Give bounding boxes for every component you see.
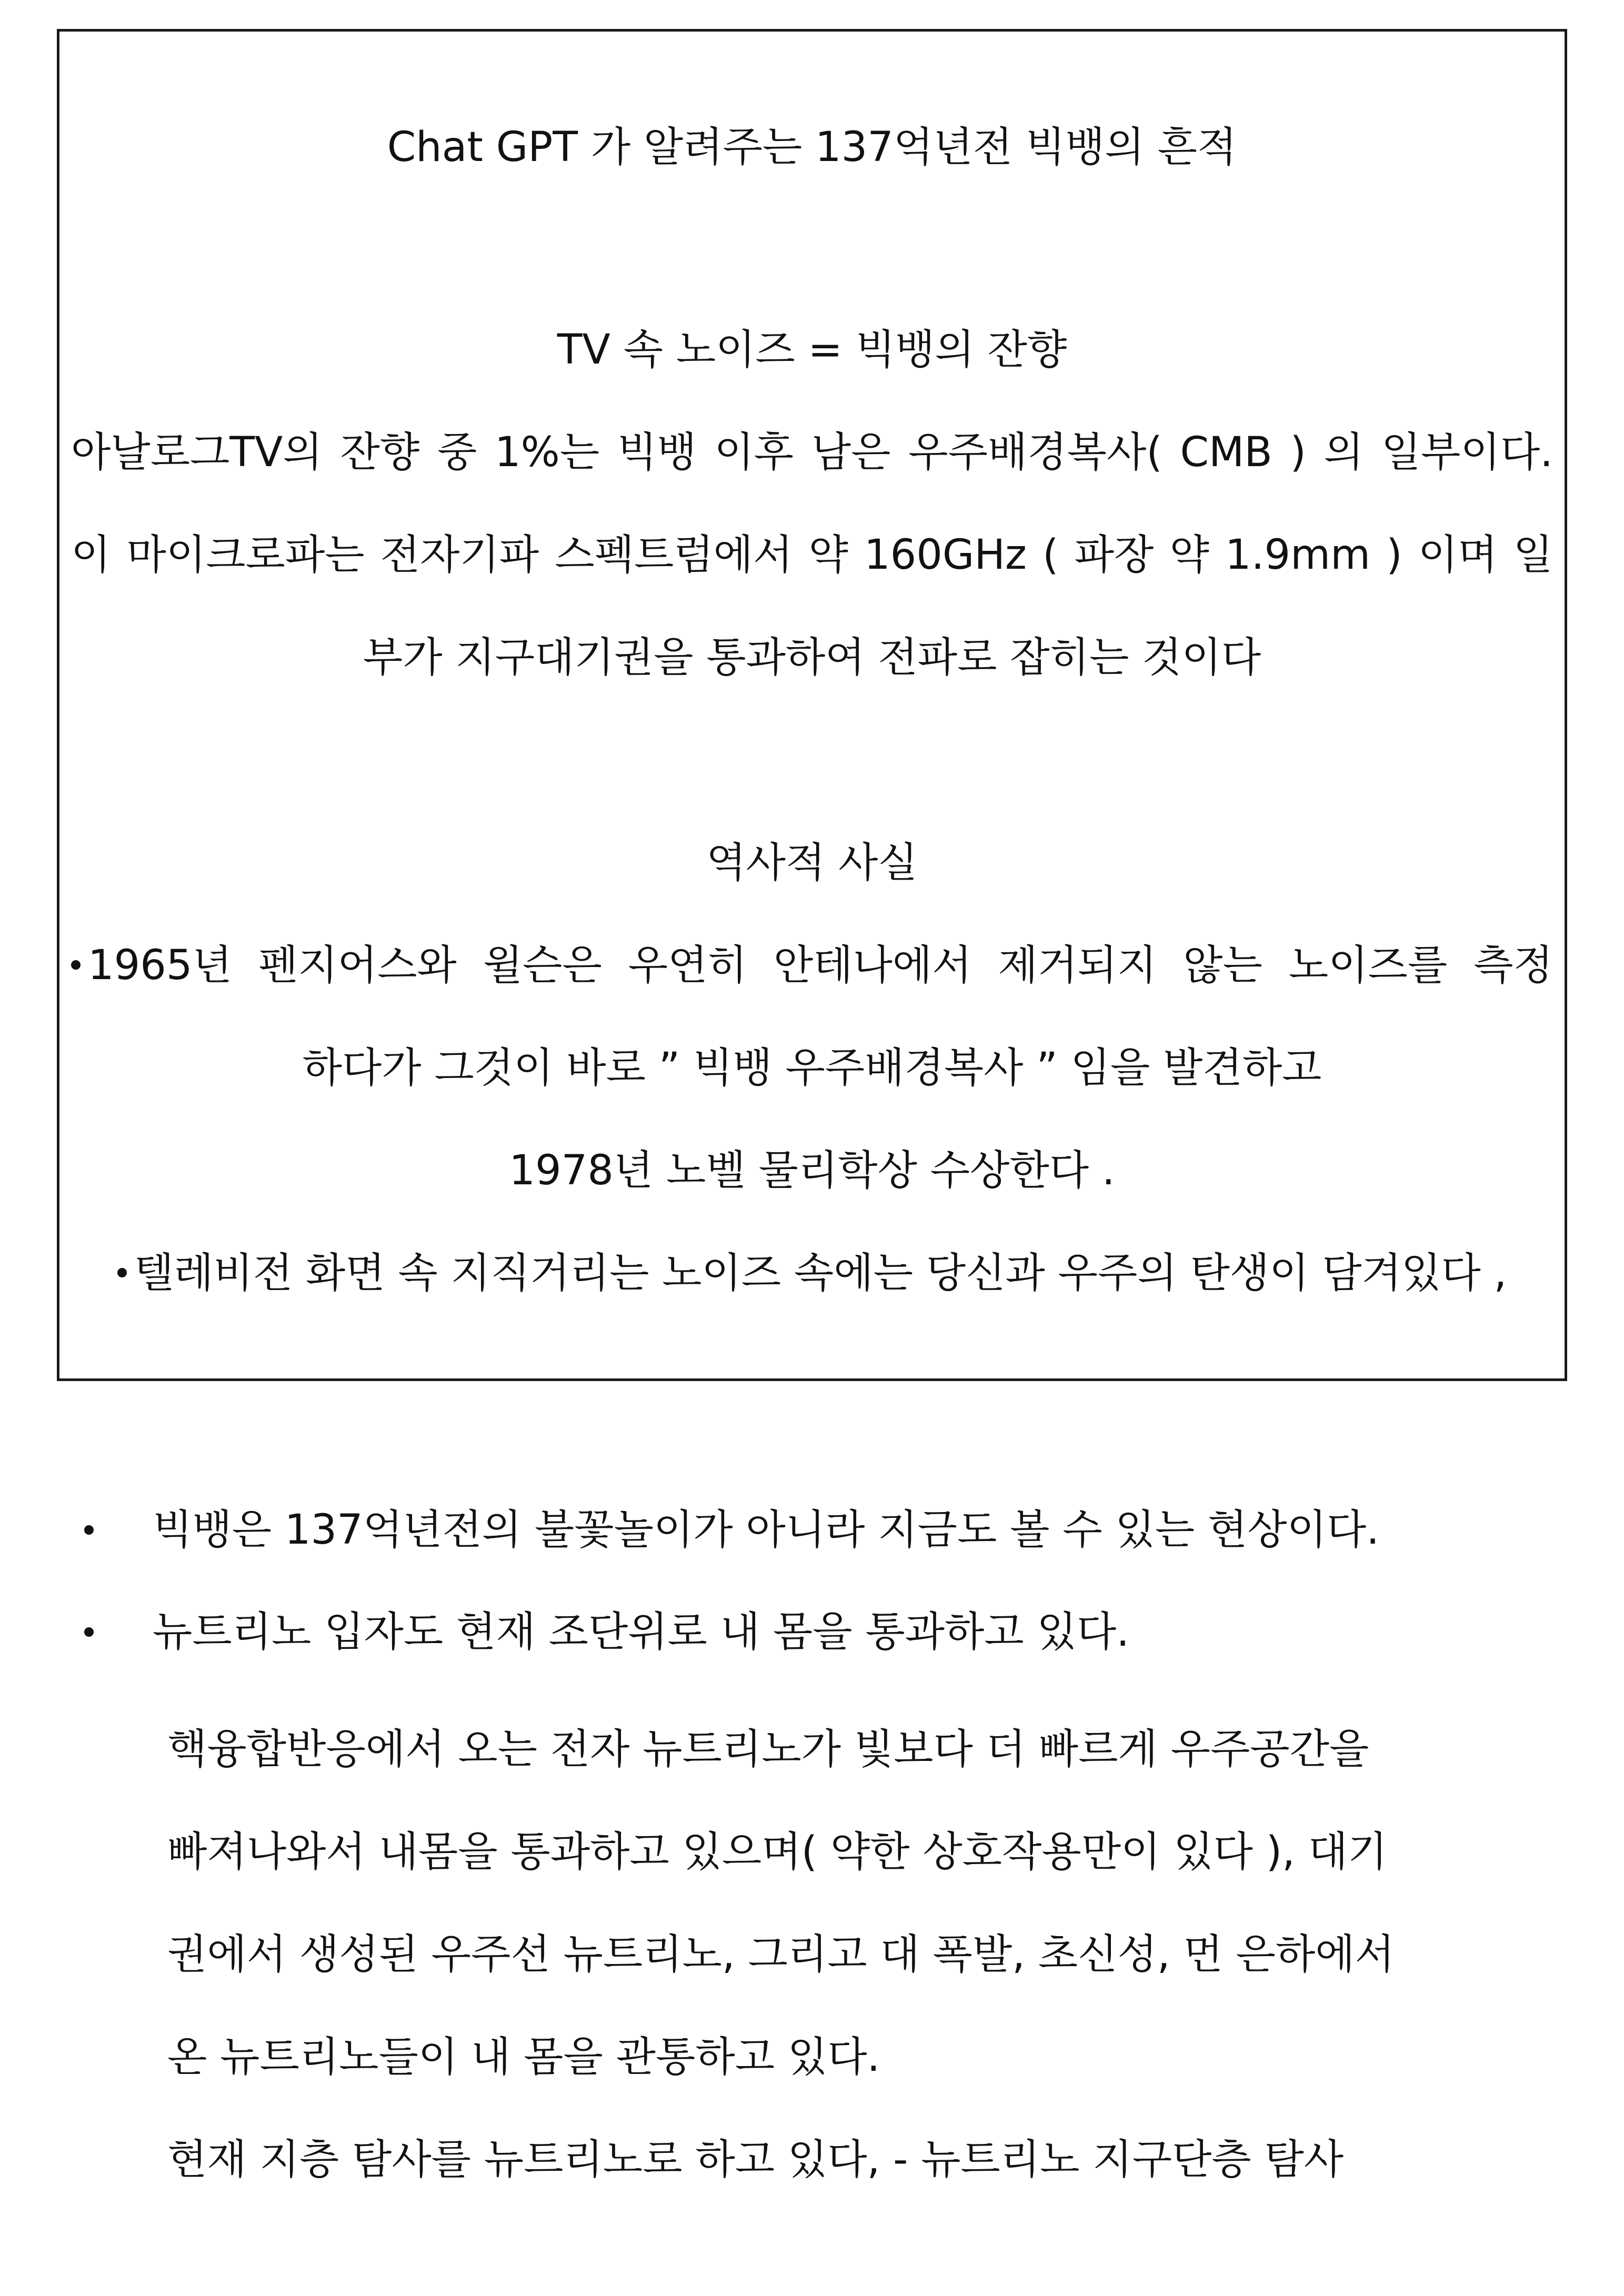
bullet-icon bbox=[117, 1268, 127, 1277]
info-box bbox=[57, 29, 1567, 1381]
paragraph-line: 핵융합반응에서 오는 전자 뉴트리노가 빛보다 더 빠르게 우주공간을 bbox=[167, 1726, 1369, 1773]
history-bullet-1-line-1: 1965년 펜지어스와 윌슨은 우연히 안테나에서 제거되지 않는 노이즈를 측정 bbox=[59, 939, 1565, 992]
history-heading: 역사적 사실 bbox=[706, 839, 918, 887]
history-bullet-1-line-2: 하다가 그것이 바로 ” 빅뱅 우주배경복사 ” 임을 발견하고 bbox=[302, 1044, 1322, 1092]
paragraph-line: 빠져나와서 내몸을 통과하고 있으며( 약한 상호작용만이 있다 ), 대기 bbox=[167, 1828, 1388, 1876]
history-bullet-2: 텔레비전 화면 속 지직거리는 노이즈 속에는 당신과 우주의 탄생이 담겨있다 , bbox=[59, 1247, 1565, 1300]
box-title: Chat GPT 가 알려주는 137억년전 빅뱅의 흔적 bbox=[387, 124, 1237, 171]
bullet-icon bbox=[84, 1627, 94, 1637]
paragraph-line: 온 뉴트리노들이 내 몸을 관통하고 있다. bbox=[167, 2033, 880, 2081]
box-subtitle: TV 속 노이즈 = 빅뱅의 잔향 bbox=[557, 326, 1067, 374]
bullet-icon bbox=[71, 960, 81, 970]
paragraph-line: 현재 지층 탐사를 뉴트리노로 하고 있다, - 뉴트리노 지구단층 탐사 bbox=[167, 2136, 1344, 2183]
cmb-line-1: 아날로그TV의 잔향 중 1%는 빅뱅 이후 남은 우주배경복사( CMB ) 의 일부이다. bbox=[71, 429, 1553, 476]
bullet-icon bbox=[84, 1525, 94, 1535]
cmb-line-2: 이 마이크로파는 전자기파 스펙트럼에서 약 160GHz ( 파장 약 1.9mm ) 이며 일 bbox=[71, 531, 1553, 579]
cmb-line-3: 부가 지구대기권을 통과하여 전파로 잡히는 것이다 bbox=[363, 634, 1261, 681]
history-bullet-1-line-3: 1978년 노벨 물리학상 수상한다 . bbox=[509, 1147, 1115, 1194]
paragraph-line: 권에서 생성된 우주선 뉴트리노, 그리고 대 폭발, 초신성, 먼 은하에서 bbox=[167, 1931, 1395, 1978]
